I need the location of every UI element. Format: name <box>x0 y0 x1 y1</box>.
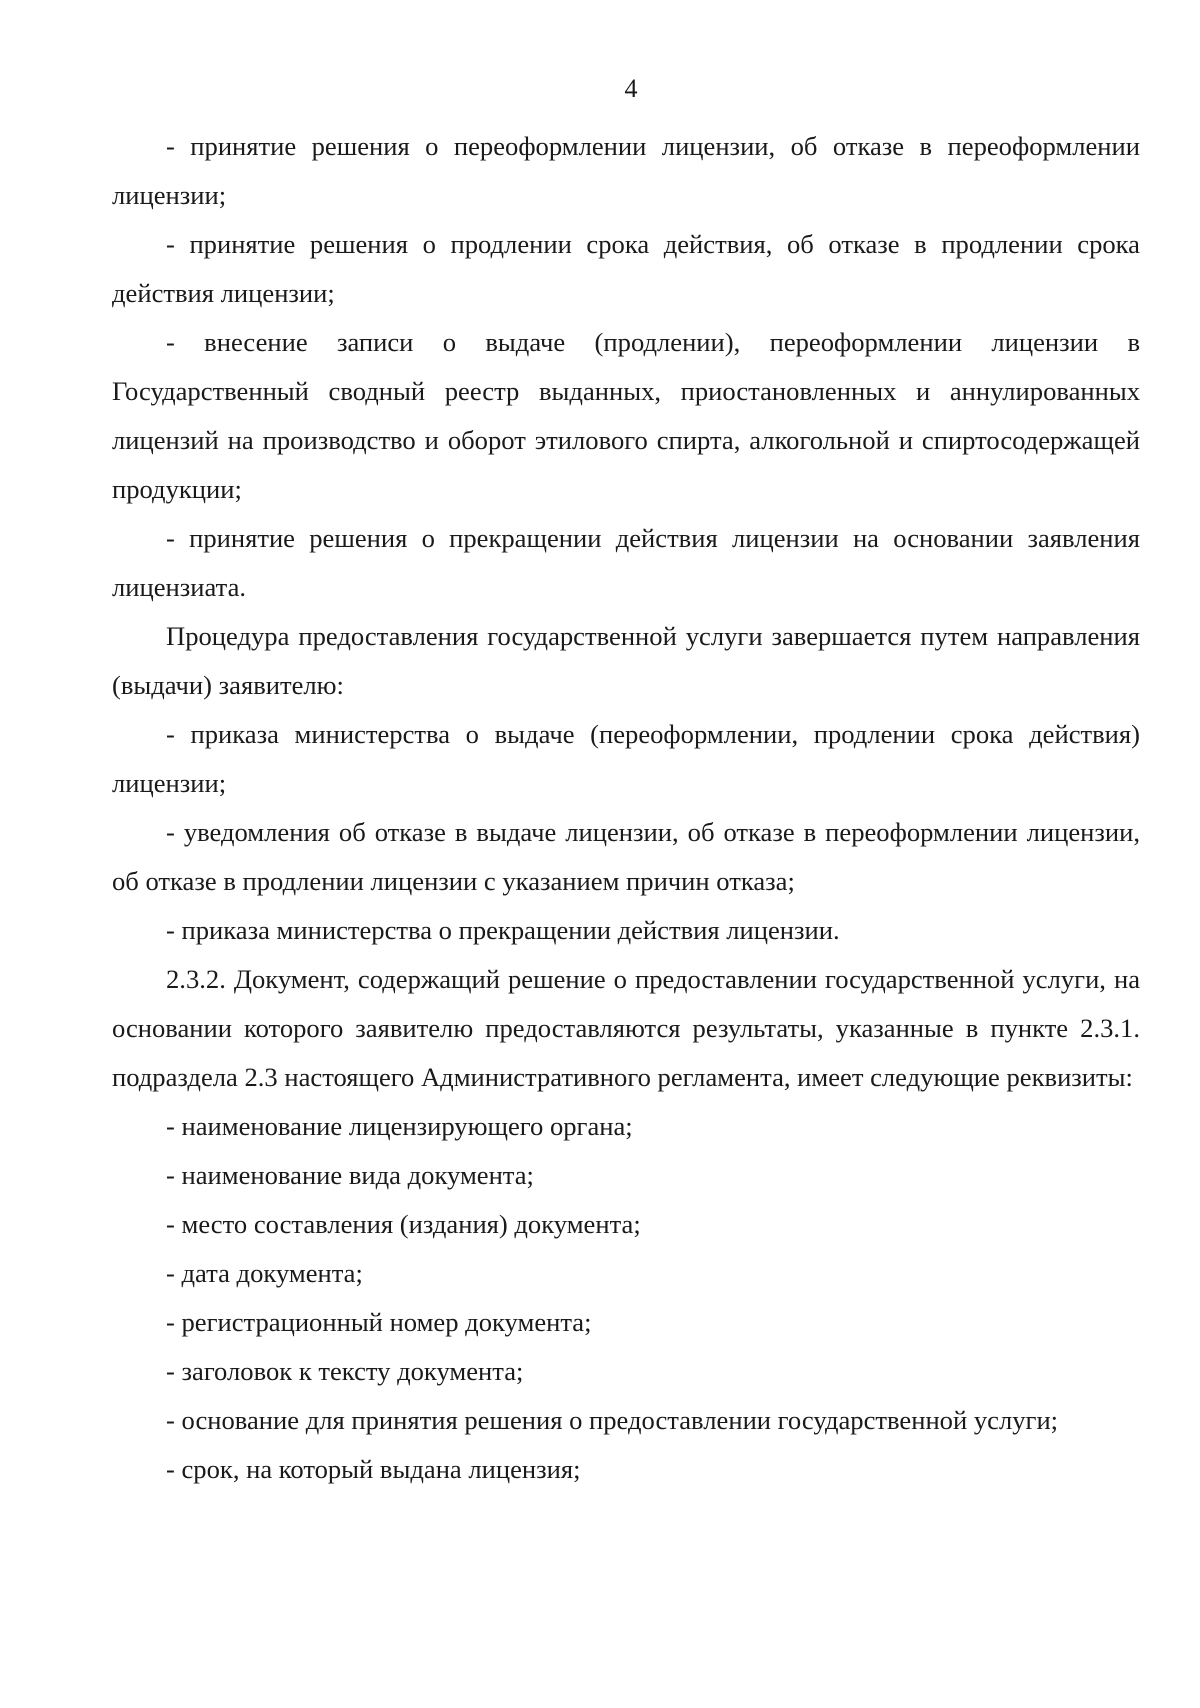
paragraph-termination-decision: - принятие решения о прекращении действия лицензии на основании заявления лицензиата. <box>112 523 1140 602</box>
page-number: 4 <box>624 74 638 103</box>
paragraph-registry-entry: - внесение записи о выдаче (продлении), переоформлении лицензии в Государственный сводный реестр выданных, приостановленных и аннулированных лицензий на производство и оборот этилового спирта, алкогольной и спиртосодержащей продукции; <box>112 327 1140 504</box>
paragraph-document-requisites: 2.3.2. Документ, содержащий решение о предоставлении государственной услуги, на основании которого заявителю предоставляются результаты, указанные в пункте 2.3.1. подраздела 2.3 настоящего Административного регламента, имеет следующие реквизиты: <box>112 964 1140 1092</box>
paragraph-reissue-decision: - принятие решения о переоформлении лицензии, об отказе в переоформлении лицензии; <box>112 131 1140 210</box>
document-body <box>112 122 1140 1494</box>
list-item-registration-number: - регистрационный номер документа; <box>166 1307 592 1337</box>
list-item-authority-name: - наименование лицензирующего органа; <box>166 1111 633 1141</box>
paragraph-procedure-completion: Процедура предоставления государственной услуги завершается путем направления (выдачи) заявителю: <box>112 621 1140 700</box>
paragraph-extension-decision: - принятие решения о продлении срока действия, об отказе в продлении срока действия лицензии; <box>112 229 1140 308</box>
list-item-license-term: - срок, на который выдана лицензия; <box>166 1454 581 1484</box>
paragraph-refusal-notice: - уведомления об отказе в выдаче лицензии, об отказе в переоформлении лицензии, об отказе в продлении лицензии с указанием причин отказа; <box>112 817 1140 896</box>
list-item-decision-basis: - основание для принятия решения о предоставлении государственной услуги; <box>166 1405 1059 1435</box>
list-item-document-type: - наименование вида документа; <box>166 1160 534 1190</box>
paragraph-termination-order: - приказа министерства о прекращении действия лицензии. <box>166 915 840 945</box>
list-item-document-heading: - заголовок к тексту документа; <box>166 1356 524 1386</box>
paragraph-issue-order: - приказа министерства о выдаче (переоформлении, продлении срока действия) лицензии; <box>112 719 1140 798</box>
list-item-document-date: - дата документа; <box>166 1258 363 1288</box>
list-item-place-of-issue: - место составления (издания) документа; <box>166 1209 641 1239</box>
